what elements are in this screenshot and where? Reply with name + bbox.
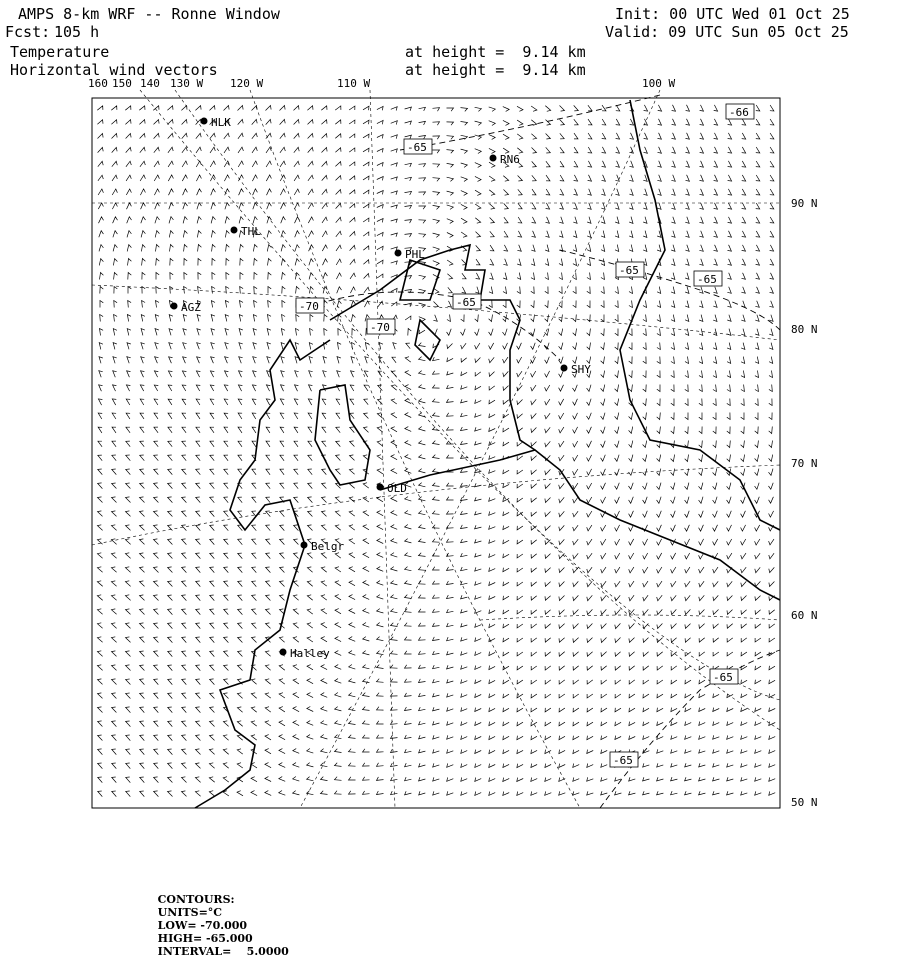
grid-line-130w [175, 90, 780, 730]
station-label-belgr: Belgr [311, 540, 345, 553]
contour-label-text: -65 [613, 754, 633, 767]
station-dot-halley [280, 649, 287, 656]
grid-line-120w [250, 90, 580, 808]
contour-label-text: -65 [697, 273, 717, 286]
coast-island-small [415, 320, 440, 360]
station-label-old: OLD [387, 482, 407, 495]
lon-label-120w: 120 W [230, 77, 264, 90]
grid-line-100w [300, 90, 660, 808]
wind-barbs [97, 105, 775, 797]
lat-label-50n: 50 N [791, 796, 818, 809]
station-dot-old [377, 484, 384, 491]
init-time: Init: 00 UTC Wed 01 Oct 25 [615, 5, 850, 23]
footer-low: LOW= -70.000 [157, 919, 248, 932]
contour-minus70 [300, 292, 560, 360]
footer-contours: CONTOURS: [157, 893, 235, 906]
station-dot-agz [171, 303, 178, 310]
grid-line-60n [480, 615, 780, 620]
station-label-agz: AGZ [181, 301, 201, 314]
lon-label-100w: 100 W [642, 77, 676, 90]
station-dot-rn6 [490, 155, 497, 162]
lon-label-110w: 110 W [337, 77, 371, 90]
east-coast [620, 100, 780, 530]
coast-inlet [400, 260, 440, 300]
footer-high: HIGH= -65.000 [157, 932, 253, 945]
station-dot-hlk [201, 118, 208, 125]
station-dot-phl [395, 250, 402, 257]
station-label-rn6: RN6 [500, 153, 520, 166]
grid-line-70n [92, 465, 780, 545]
contour-label-text: -65 [407, 141, 427, 154]
station-dot-belgr [301, 542, 308, 549]
grid-line-140w [140, 90, 780, 700]
station-dot-thl [231, 227, 238, 234]
contour-label-text: -65 [713, 671, 733, 684]
lon-label-150: 150 [112, 77, 132, 90]
contour-label-text: -70 [370, 321, 390, 334]
map-frame [92, 98, 780, 808]
station-label-thl: THL [241, 225, 261, 238]
footer-interval: INTERVAL= 5.0000 [157, 945, 289, 958]
forecast-label: Fcst: [5, 23, 51, 41]
contour-minus65-east [560, 250, 780, 330]
temperature-contours [300, 95, 780, 808]
station-markers [171, 116, 592, 660]
grid-line-110w [370, 90, 395, 808]
lat-label-90n: 90 N [791, 197, 818, 210]
field-wind: Horizontal wind vectors [10, 61, 218, 79]
lon-label-140: 140 [140, 77, 160, 90]
lon-label-130w: 130 W [170, 77, 204, 90]
contour-label-text: -70 [299, 300, 319, 313]
footer-units: UNITS=°C [157, 906, 223, 919]
height-temperature: at height = 9.14 km [405, 43, 586, 61]
height-wind: at height = 9.14 km [405, 61, 586, 79]
station-label-halley: Halley [290, 647, 330, 660]
coastline [195, 100, 780, 808]
station-label-phl: PHL [405, 248, 425, 261]
station-dot-shy [561, 365, 568, 372]
contour-minus65-south [600, 650, 780, 808]
valid-time: Valid: 09 UTC Sun 05 Oct 25 [605, 23, 849, 41]
forecast-value: 105 h [54, 23, 100, 41]
lat-label-70n: 70 N [791, 457, 818, 470]
ice-rise [315, 385, 370, 485]
map-title: AMPS 8-km WRF -- Ronne Window [18, 5, 280, 23]
field-temperature: Temperature [10, 43, 110, 61]
station-label-shy: SHY [571, 363, 591, 376]
wind-vector-field [97, 105, 775, 797]
contour-label-text: -66 [729, 106, 749, 119]
lat-label-80n: 80 N [791, 323, 818, 336]
contour-label-text: -65 [619, 264, 639, 277]
lat-label-60n: 60 N [791, 609, 818, 622]
contour-label-text: -65 [456, 296, 476, 309]
station-label-hlk: HLK [211, 116, 231, 129]
contour-info-footer [150, 880, 295, 958]
lon-label-160: 160 [88, 77, 108, 90]
lat-lon-grid [92, 90, 780, 808]
peninsula-coast [380, 450, 780, 600]
